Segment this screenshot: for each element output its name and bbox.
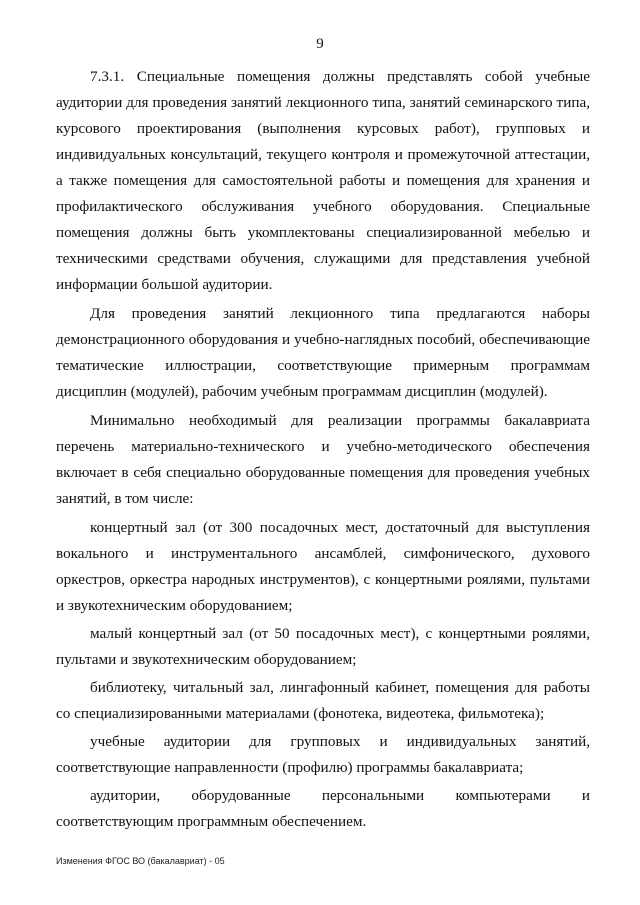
paragraph-7-3-1: 7.3.1. Специальные помещения должны представлять собой учебные аудитории для проведения занятий лекционного типа, занятий семинарского типа, курсового проектирования (выполнения курсовых работ), групповых и индивидуальных консультаций, текущего контроля и промежуточной аттестации, а также помещения для самостоятельной работы и помещения для хранения и профилактического обслуживания учебного оборудования. Специальные помещения должны быть укомплектованы специализированной мебелью и техническими средствами обучения, служащими для представления учебной информации большой аудитории. (56, 68, 590, 293)
page-number: 9 (316, 36, 324, 52)
list-item-computer-rooms: аудитории, оборудованные персональными компьютерами и соответствующим программным обеспечением. (56, 787, 590, 830)
list-item-classrooms: учебные аудитории для групповых и индивидуальных занятий, соответствующие направленности (профилю) программы бакалавриата; (56, 733, 590, 776)
list-item-library: библиотеку, читальный зал, лингафонный кабинет, помещения для работы со специализированными материалами (фонотека, видеотека, фильмотека); (56, 679, 590, 722)
body-text (56, 64, 590, 837)
list-item-concert-hall: концертный зал (от 300 посадочных мест, достаточный для выступления вокального и инструментального ансамблей, симфонического, духового оркестров, оркестра народных инструментов), с концертными роялями, пультами и звукотехническим оборудованием; (56, 519, 590, 614)
paragraph-lecture-equipment: Для проведения занятий лекционного типа предлагаются наборы демонстрационного оборудования и учебно-наглядных пособий, обеспечивающие тематические иллюстрации, соответствующие примерным программам дисциплин (модулей), рабочим учебным программам дисциплин (модулей). (56, 305, 590, 400)
footer-note: Изменения ФГОС ВО (бакалавриат) - 05 (56, 856, 225, 866)
paragraph-minimum-list: Минимально необходимый для реализации программы бакалавриата перечень материально-технического и учебно-методического обеспечения включает в себя специально оборудованные помещения для проведения учебных занятий, в том числе: (56, 412, 590, 507)
list-item-small-concert-hall: малый концертный зал (от 50 посадочных мест), с концертными роялями, пультами и звукотехническим оборудованием; (56, 625, 590, 668)
